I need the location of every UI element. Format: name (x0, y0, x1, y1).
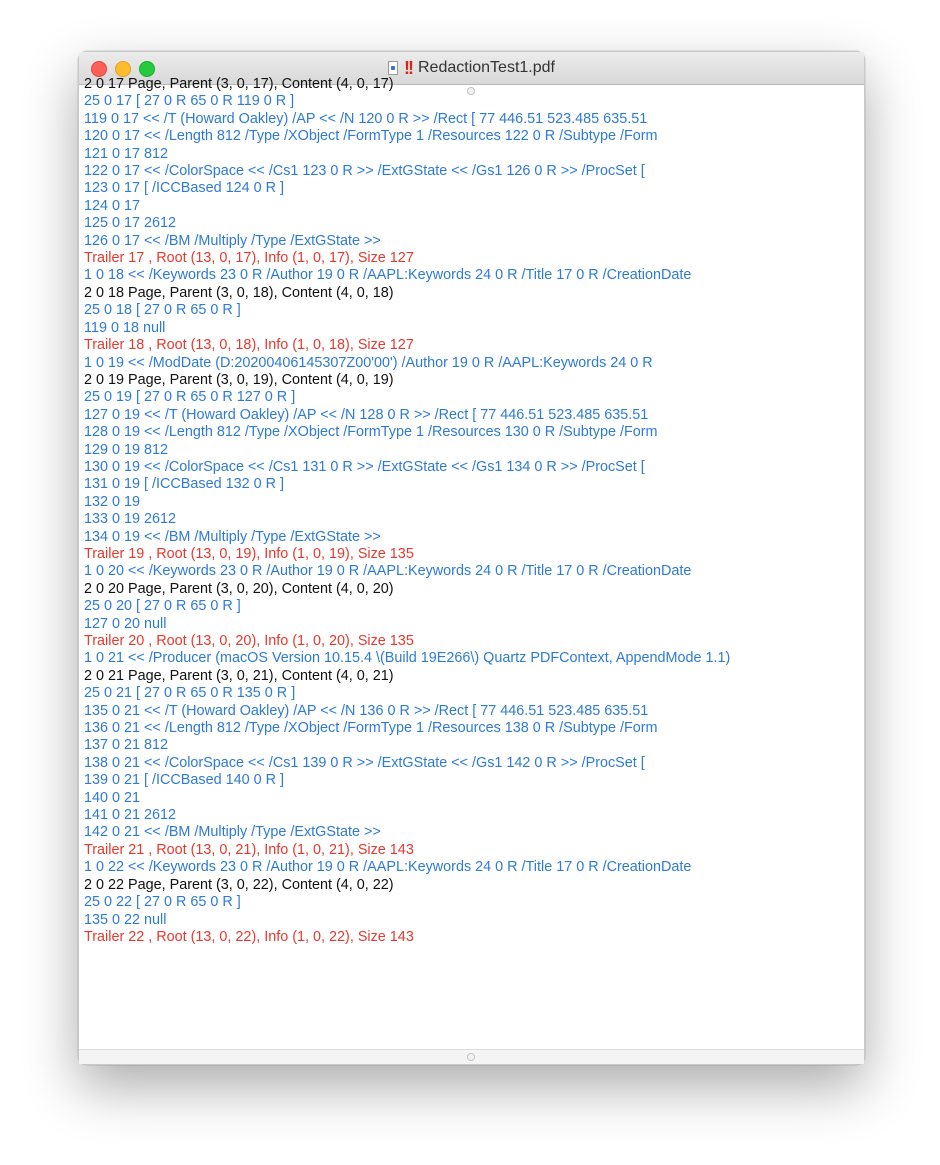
log-line: Trailer 17 , Root (13, 0, 17), Info (1, 0, 17), Size 127 (84, 250, 414, 267)
log-line: 135 0 22 null (84, 911, 167, 928)
log-line: 127 0 19 << /T (Howard Oakley) /AP << /N 128 0 R >> /Rect [ 77 446.51 523.485 635.51 (84, 406, 649, 423)
log-line: 129 0 19 812 (84, 441, 169, 458)
log-line: 122 0 17 << /ColorSpace << /Cs1 123 0 R >> /ExtGState << /Gs1 126 0 R >> /ProcSet [ (84, 163, 645, 180)
log-line: 2 0 20 Page, Parent (3, 0, 20), Content (4, 0, 20) (84, 580, 394, 597)
log-line: 134 0 19 << /BM /Multiply /Type /ExtGState >> (84, 528, 381, 545)
log-line: 2 0 17 Page, Parent (3, 0, 17), Content (4, 0, 17) (84, 76, 394, 92)
log-line: 25 0 20 [ 27 0 R 65 0 R ] (84, 598, 241, 615)
log-line: 135 0 21 << /T (Howard Oakley) /AP << /N 136 0 R >> /Rect [ 77 446.51 523.485 635.51 (84, 702, 649, 719)
log-line: 1 0 22 << /Keywords 23 0 R /Author 19 0 R /AAPL:Keywords 24 0 R /Title 17 0 R /CreationDate (84, 859, 692, 876)
log-line: 123 0 17 [ /ICCBased 124 0 R ] (84, 180, 284, 197)
log-line: 1 0 18 << /Keywords 23 0 R /Author 19 0 R /AAPL:Keywords 24 0 R /Title 17 0 R /CreationDate (84, 267, 692, 284)
log-line: 138 0 21 << /ColorSpace << /Cs1 139 0 R >> /ExtGState << /Gs1 142 0 R >> /ProcSet [ (84, 754, 645, 771)
log-line: 126 0 17 << /BM /Multiply /Type /ExtGState >> (84, 232, 381, 249)
log-line: 130 0 19 << /ColorSpace << /Cs1 131 0 R >> /ExtGState << /Gs1 134 0 R >> /ProcSet [ (84, 458, 645, 475)
log-line: Trailer 22 , Root (13, 0, 22), Info (1, 0, 22), Size 143 (84, 928, 414, 945)
log-line: 2 0 18 Page, Parent (3, 0, 18), Content (4, 0, 18) (84, 284, 394, 301)
alert-mark-icon: !! (404, 57, 412, 78)
log-line: 121 0 17 812 (84, 145, 169, 162)
log-line: 127 0 20 null (84, 615, 167, 632)
document-proxy-icon[interactable] (388, 61, 398, 75)
bottom-bar (79, 1049, 864, 1064)
log-line: 2 0 19 Page, Parent (3, 0, 19), Content (4, 0, 19) (84, 371, 394, 388)
log-line: Trailer 20 , Root (13, 0, 20), Info (1, 0, 20), Size 135 (84, 633, 414, 649)
log-line: Trailer 21 , Root (13, 0, 21), Info (1, 0, 21), Size 143 (84, 841, 414, 858)
log-line: 119 0 17 << /T (Howard Oakley) /AP << /N 120 0 R >> /Rect [ 77 446.51 523.485 635.51 (84, 110, 648, 127)
log-line: 25 0 18 [ 27 0 R 65 0 R ] (84, 302, 241, 319)
log-line: 140 0 21 (84, 789, 141, 806)
log-line: 25 0 22 [ 27 0 R 65 0 R ] (84, 894, 241, 911)
log-line: 128 0 19 << /Length 812 /Type /XObject /FormType 1 /Resources 130 0 R /Subtype /Form (84, 424, 658, 441)
bottom-split-handle[interactable] (467, 1053, 475, 1061)
log-line: 132 0 19 (84, 493, 141, 510)
log-line: Trailer 18 , Root (13, 0, 18), Info (1, 0, 18), Size 127 (84, 337, 414, 354)
window-title: RedactionTest1.pdf (418, 59, 555, 76)
document-window (78, 51, 865, 1065)
log-line: 1 0 19 << /ModDate (D:20200406145307Z00'00') /Author 19 0 R /AAPL:Keywords 24 0 R (84, 354, 653, 371)
log-line: 125 0 17 2612 (84, 215, 177, 232)
log-line: 1 0 21 << /Producer (macOS Version 10.15.4 \(Build 19E266\) Quartz PDFContext, AppendMode 1.1) (84, 650, 731, 667)
log-line: 25 0 21 [ 27 0 R 65 0 R 135 0 R ] (84, 685, 296, 702)
log-line: 1 0 20 << /Keywords 23 0 R /Author 19 0 R /AAPL:Keywords 24 0 R /Title 17 0 R /CreationDate (84, 563, 692, 580)
log-line: 142 0 21 << /BM /Multiply /Type /ExtGState >> (84, 824, 381, 841)
log-text-view[interactable] (79, 76, 864, 1049)
log-line: 119 0 18 null (84, 319, 166, 336)
log-line: 139 0 21 [ /ICCBased 140 0 R ] (84, 772, 284, 789)
log-line: 2 0 21 Page, Parent (3, 0, 21), Content (4, 0, 21) (84, 667, 394, 684)
log-line: 2 0 22 Page, Parent (3, 0, 22), Content (4, 0, 22) (84, 876, 394, 893)
log-line: 25 0 19 [ 27 0 R 65 0 R 127 0 R ] (84, 389, 296, 406)
log-line: 124 0 17 (84, 197, 141, 214)
log-line: Trailer 19 , Root (13, 0, 19), Info (1, 0, 19), Size 135 (84, 545, 414, 562)
log-line: 141 0 21 2612 (84, 807, 177, 824)
log-line: 133 0 19 2612 (84, 511, 177, 528)
log-line: 25 0 17 [ 27 0 R 65 0 R 119 0 R ] (84, 93, 295, 110)
log-line: 136 0 21 << /Length 812 /Type /XObject /FormType 1 /Resources 138 0 R /Subtype /Form (84, 720, 658, 737)
log-line: 137 0 21 812 (84, 737, 169, 754)
log-line: 131 0 19 [ /ICCBased 132 0 R ] (84, 476, 284, 493)
log-line: 120 0 17 << /Length 812 /Type /XObject /FormType 1 /Resources 122 0 R /Subtype /Form (84, 128, 658, 145)
